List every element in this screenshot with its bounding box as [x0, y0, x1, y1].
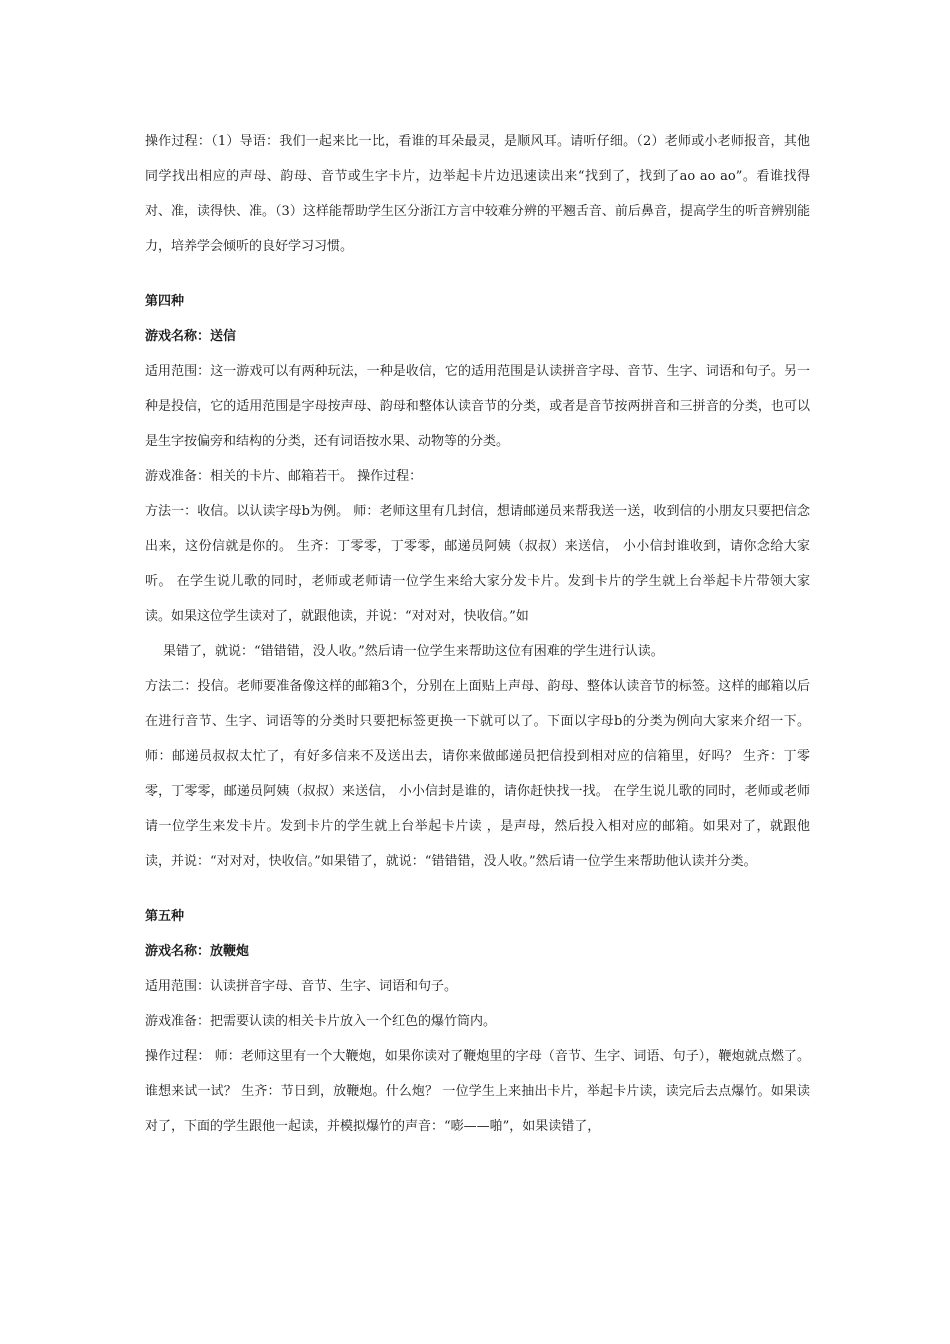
- section-five-operation: 操作过程： 师：老师这里有一个大鞭炮，如果你读对了鞭炮里的字母（音节、生字、词语、句子），鞭炮就点燃了。谁想来试一试？ 生齐：节日到，放鞭炮。什么炮？ 一位学生上来抽出卡片，举起卡片读，读完后去点爆竹。如果读对了，下面的学生跟他一起读，并模拟爆竹的声音：“嘭——啪”，如果读错了，: [145, 1049, 810, 1134]
- spacer: [145, 879, 810, 899]
- spacer: [145, 264, 810, 284]
- document-page: [145, 124, 810, 1144]
- section-four-method-one: 方法一：收信。以认读字母b为例。 师：老师这里有几封信，想请邮递员来帮我送一送，收到信的小朋友只要把信念出来，这份信就是你的。 生齐：丁零零，丁零零，邮递员阿姨（叔叔）来送信， 小小信封谁收到，请你念给大家听。 在学生说儿歌的同时，老师或老师请一位学生来给大家分发卡片。发到卡片的学生就上台举起卡片带领大家读。如果这位学生读对了，就跟他读，并说：“对对对，快收信。”如: [145, 504, 810, 624]
- section-five-prep: 游戏准备：把需要认读的相关卡片放入一个红色的爆竹筒内。: [145, 1014, 497, 1029]
- section-four-method-one-continued: 果错了，就说：“错错错，没人收。”然后请一位学生来帮助这位有困难的学生进行认读。: [163, 644, 664, 659]
- section-four-prep: 游戏准备：相关的卡片、邮箱若干。 操作过程：: [145, 469, 423, 484]
- section-four-game-name: 游戏名称：送信: [145, 329, 237, 344]
- section-five-game-name: 游戏名称：放鞭炮: [145, 944, 250, 959]
- section-three-operation: 操作过程：（1）导语：我们一起来比一比，看谁的耳朵最灵，是顺风耳。请听仔细。（2）老师或小老师报音，其他同学找出相应的声母、韵母、音节或生字卡片，边举起卡片边迅速读出来“找到了，找到了ao ao ao”。看谁找得对、准，读得快、准。（3）这样能帮助学生区分浙江方言中较难分辨的平翘舌音、前后鼻音，提高学生的听音辨别能力，培养学会倾听的良好学习习惯。: [145, 134, 810, 254]
- section-four-method-two: 方法二：投信。老师要准备像这样的邮箱3个，分别在上面贴上声母、韵母、整体认读音节的标签。这样的邮箱以后在进行音节、生字、词语等的分类时只要把标签更换一下就可以了。下面以字母b的分类为例向大家来介绍一下。 师：邮递员叔叔太忙了，有好多信来不及送出去，请你来做邮递员把信投到相对应的信箱里，好吗？ 生齐：丁零零，丁零零，邮递员阿姨（叔叔）来送信， 小小信封是谁的，请你赶快找一找。 在学生说儿歌的同时，老师或老师请一位学生来发卡片。发到卡片的学生就上台举起卡片读 ，是声母，然后投入相对应的邮箱。如果对了，就跟他读，并说：“对对对，快收信。”如果错了，就说：“错错错，没人收。”然后请一位学生来帮助他认读并分类。: [145, 679, 810, 869]
- section-four-scope: 适用范围：这一游戏可以有两种玩法，一种是收信，它的适用范围是认读拼音字母、音节、生字、词语和句子。另一种是投信，它的适用范围是字母按声母、韵母和整体认读音节的分类，或者是音节按两拼音和三拼音的分类，也可以是生字按偏旁和结构的分类，还有词语按水果、动物等的分类。: [145, 364, 810, 449]
- section-five-scope: 适用范围：认读拼音字母、音节、生字、词语和句子。: [145, 979, 458, 994]
- section-five-title: 第五种: [145, 909, 185, 924]
- section-four-title: 第四种: [145, 294, 185, 309]
